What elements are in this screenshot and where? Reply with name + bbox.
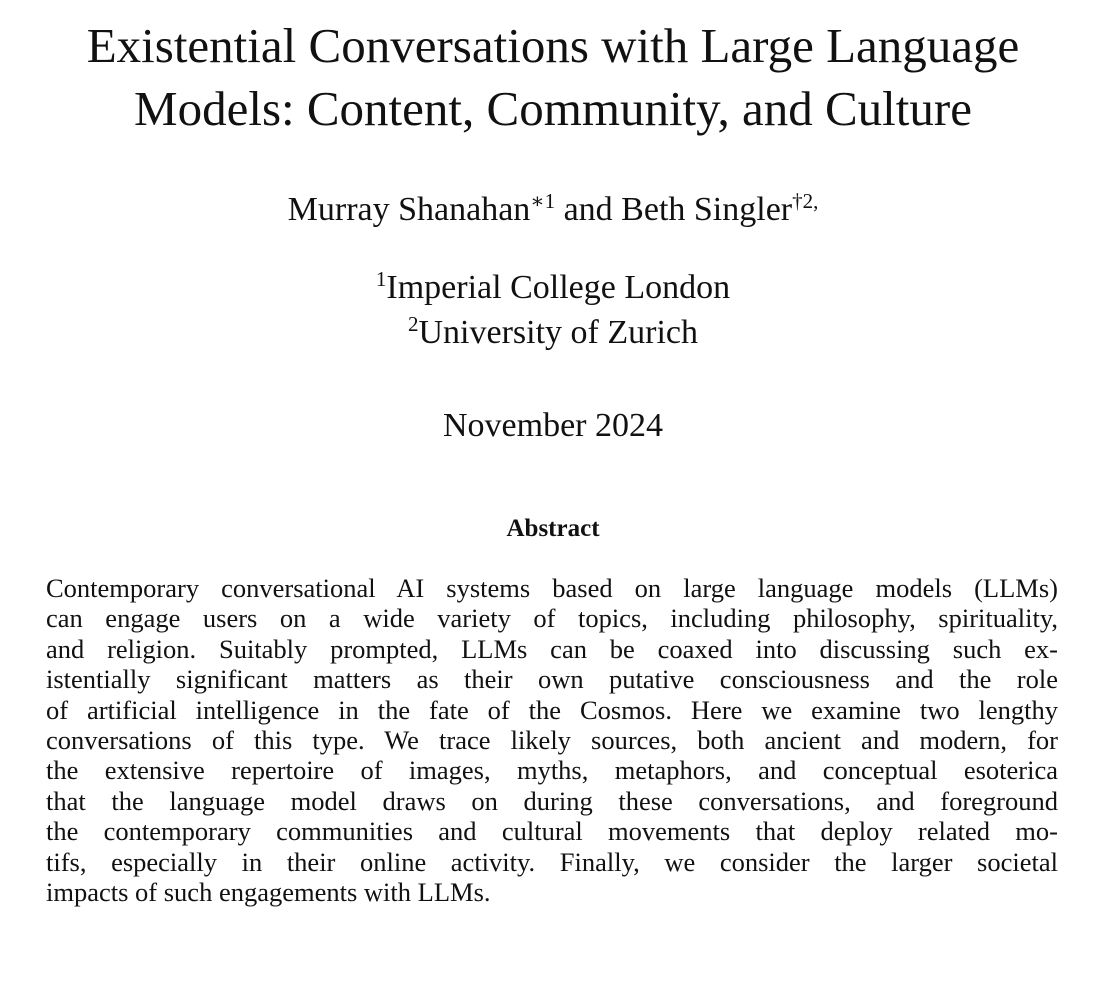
abstract-body (46, 573, 1058, 907)
affiliation-mark-2: 2 (408, 312, 419, 336)
abstract-line: istentially significant matters as their own putative consciousness and the role (46, 664, 1058, 695)
abstract-heading: Abstract (506, 515, 600, 542)
affiliation-2 (0, 310, 1106, 355)
abstract-line: impacts of such engagements with LLMs. (46, 877, 491, 908)
abstract-line: Contemporary conversational AI systems based on large language models (LLMs) (46, 573, 1058, 603)
title-line-2: Models: Content, Community, and Culture (134, 81, 972, 136)
affiliations (0, 265, 1106, 355)
affiliation-name-1: Imperial College London (386, 269, 731, 306)
affiliation-mark-1: 1 (375, 267, 387, 291)
abstract-line: conversations of this type. We trace likely sources, both ancient and modern, for (46, 725, 1058, 756)
author-mark-1: ∗1 (530, 189, 556, 213)
author-mark-2: †2, (792, 189, 819, 213)
abstract-line: that the language model draws on during these conversations, and foreground (46, 785, 1058, 816)
author-list (0, 188, 1106, 232)
author-name-2: Beth Singler (621, 191, 793, 228)
author-name-1: Murray Shanahan (287, 191, 531, 228)
affiliation-1 (0, 265, 1106, 310)
abstract-line: and religion. Suitably prompted, LLMs can be coaxed into discussing such ex- (46, 633, 1058, 664)
abstract-line: tifs, especially in their online activity. Finally, we consider the larger societal (46, 846, 1058, 877)
abstract-line: can engage users on a wide variety of topics, including philosophy, spirituality, (46, 603, 1058, 634)
title-line-1: Existential Conversations with Large Language (86, 18, 1020, 73)
abstract-line: the extensive repertoire of images, myths, metaphors, and conceptual esoterica (46, 755, 1058, 786)
publication-date: November 2024 (442, 407, 663, 444)
paper-title (0, 14, 1106, 140)
abstract-line: the contemporary communities and cultural movements that deploy related mo- (46, 816, 1058, 847)
affiliation-name-2: University of Zurich (418, 314, 698, 351)
author-conjunction: and (555, 191, 622, 228)
abstract-line: of artificial intelligence in the fate of the Cosmos. Here we examine two lengthy (46, 694, 1058, 725)
